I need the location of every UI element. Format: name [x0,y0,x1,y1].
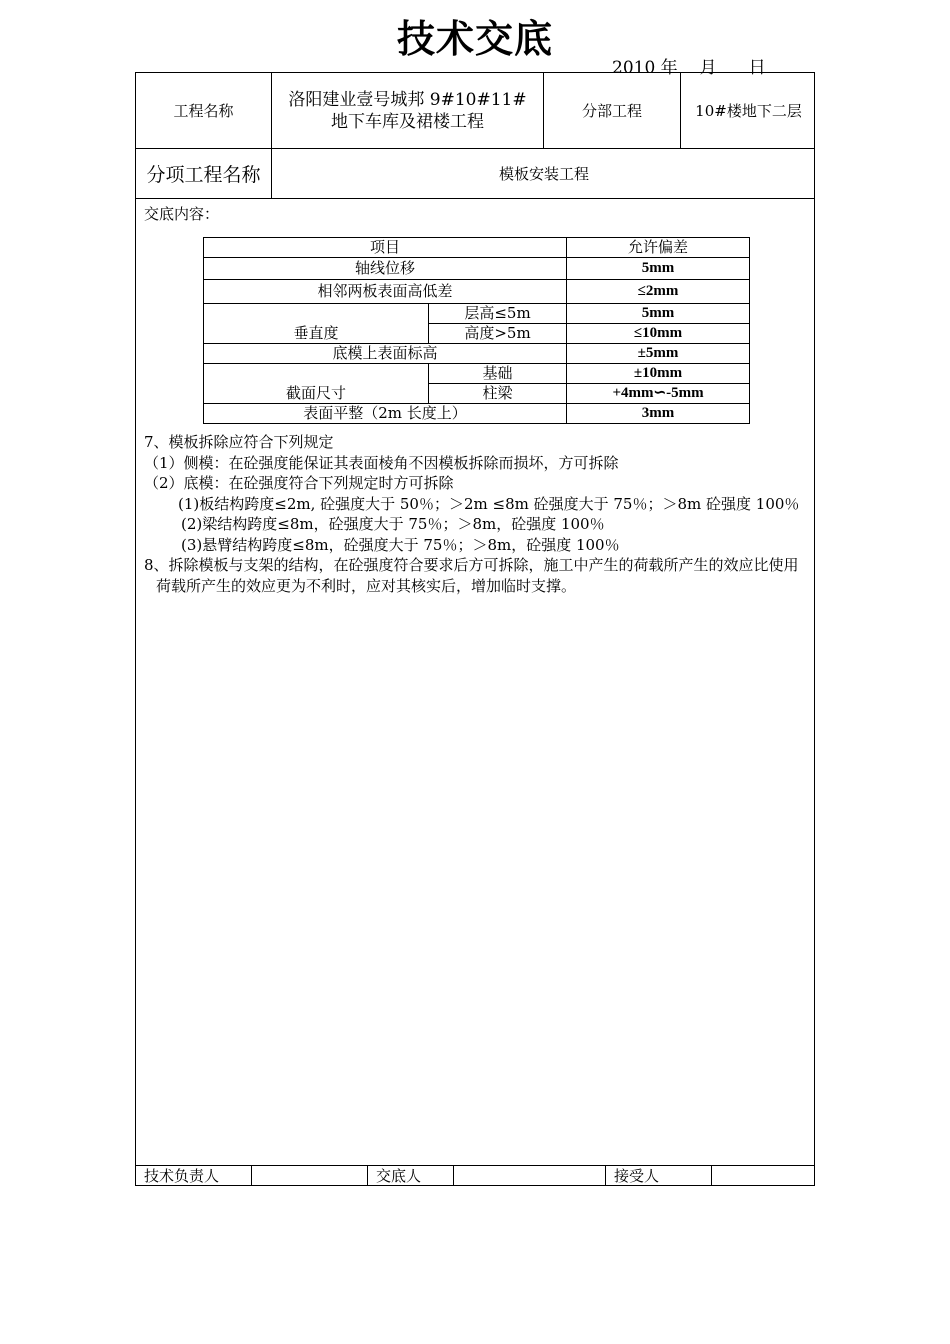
rule-side-form: （1）侧模：在砼强度能保证其表面棱角不因模板拆除而损坏，方可拆除 [144,453,619,472]
date-day: 日 [748,58,766,78]
row-value: ≤2mm [567,280,750,304]
disclosure-form [135,72,815,1186]
table-row [204,304,750,324]
rule-7-heading: 7、模板拆除应符合下列规定 [144,433,334,451]
row-label: 轴线位移 [204,258,567,280]
receiver-signature[interactable] [712,1166,816,1185]
tech-lead-signature[interactable] [252,1166,368,1185]
row-sub-label: 高度>5m [429,324,567,344]
row-value: ±5mm [567,344,750,364]
project-name-value: 洛阳建业壹号城邦 9#10#11#地下车库及裙楼工程 [272,73,544,148]
disclosure-body [144,432,808,596]
content-label: 交底内容： [144,205,220,223]
row-label: 相邻两板表面高低差 [204,280,567,304]
row-sub-label: 层高≤5m [429,304,567,324]
date-year: 2010 年 [612,58,678,78]
discloser-signature[interactable] [454,1166,606,1185]
table-row [204,404,750,424]
division-value: 10#楼地下二层 [695,102,802,120]
rule-slab: (1)板结构跨度≤2m, 砼强度大于 50％；＞2m ≤8m 砼强度大于 75％；＞8m 砼强度 100％ [178,494,800,513]
item-name-label: 分项工程名称 [136,149,272,198]
row-value: +4mm∽-5mm [567,384,750,404]
signature-row [136,1165,814,1185]
tolerance-table [203,237,750,424]
table-row [204,364,750,384]
row-value: 5mm [567,258,750,280]
row-value: 5mm [567,304,750,324]
row-value: ≤10mm [567,324,750,344]
row-label: 表面平整（2m 长度上） [204,404,567,424]
col-item-header: 项目 [204,238,567,258]
project-name-label: 工程名称 [136,73,272,148]
division-label: 分部工程 [544,73,681,148]
item-name-value: 模板安装工程 [498,165,589,183]
tech-lead-label: 技术负责人 [136,1166,252,1185]
date-month: 月 [699,58,717,78]
row-sub-label: 柱梁 [429,384,567,404]
document-title: 技术交底 [396,17,553,61]
rule-cantilever: (3)悬臂结构跨度≤8m，砼强度大于 75％；＞8m，砼强度 100％ [181,535,620,554]
row-label: 垂直度 [204,304,429,344]
project-row [136,73,814,149]
discloser-label: 交底人 [368,1166,454,1185]
row-value: 3mm [567,404,750,424]
row-label: 底模上表面标高 [204,344,567,364]
item-row [136,149,814,199]
row-value: ±10mm [567,364,750,384]
rule-beam: (2)梁结构跨度≤8m，砼强度大于 75％；＞8m，砼强度 100％ [181,515,605,533]
table-header-row [204,238,750,258]
rule-8: 8、拆除模板与支架的结构，在砼强度符合要求后方可拆除，施工中产生的荷载所产生的效应比使用荷载所产生的效应更为不利时，应对其核实后，增加临时支撑。 [144,556,799,595]
rule-bottom-form: （2）底模：在砼强度符合下列规定时方可拆除 [144,474,454,492]
row-sub-label: 基础 [429,364,567,384]
row-label: 截面尺寸 [204,364,429,404]
receiver-label: 接受人 [606,1166,712,1185]
table-row [204,344,750,364]
table-row [204,258,750,280]
col-tolerance-header: 允许偏差 [567,238,750,258]
table-row [204,280,750,304]
